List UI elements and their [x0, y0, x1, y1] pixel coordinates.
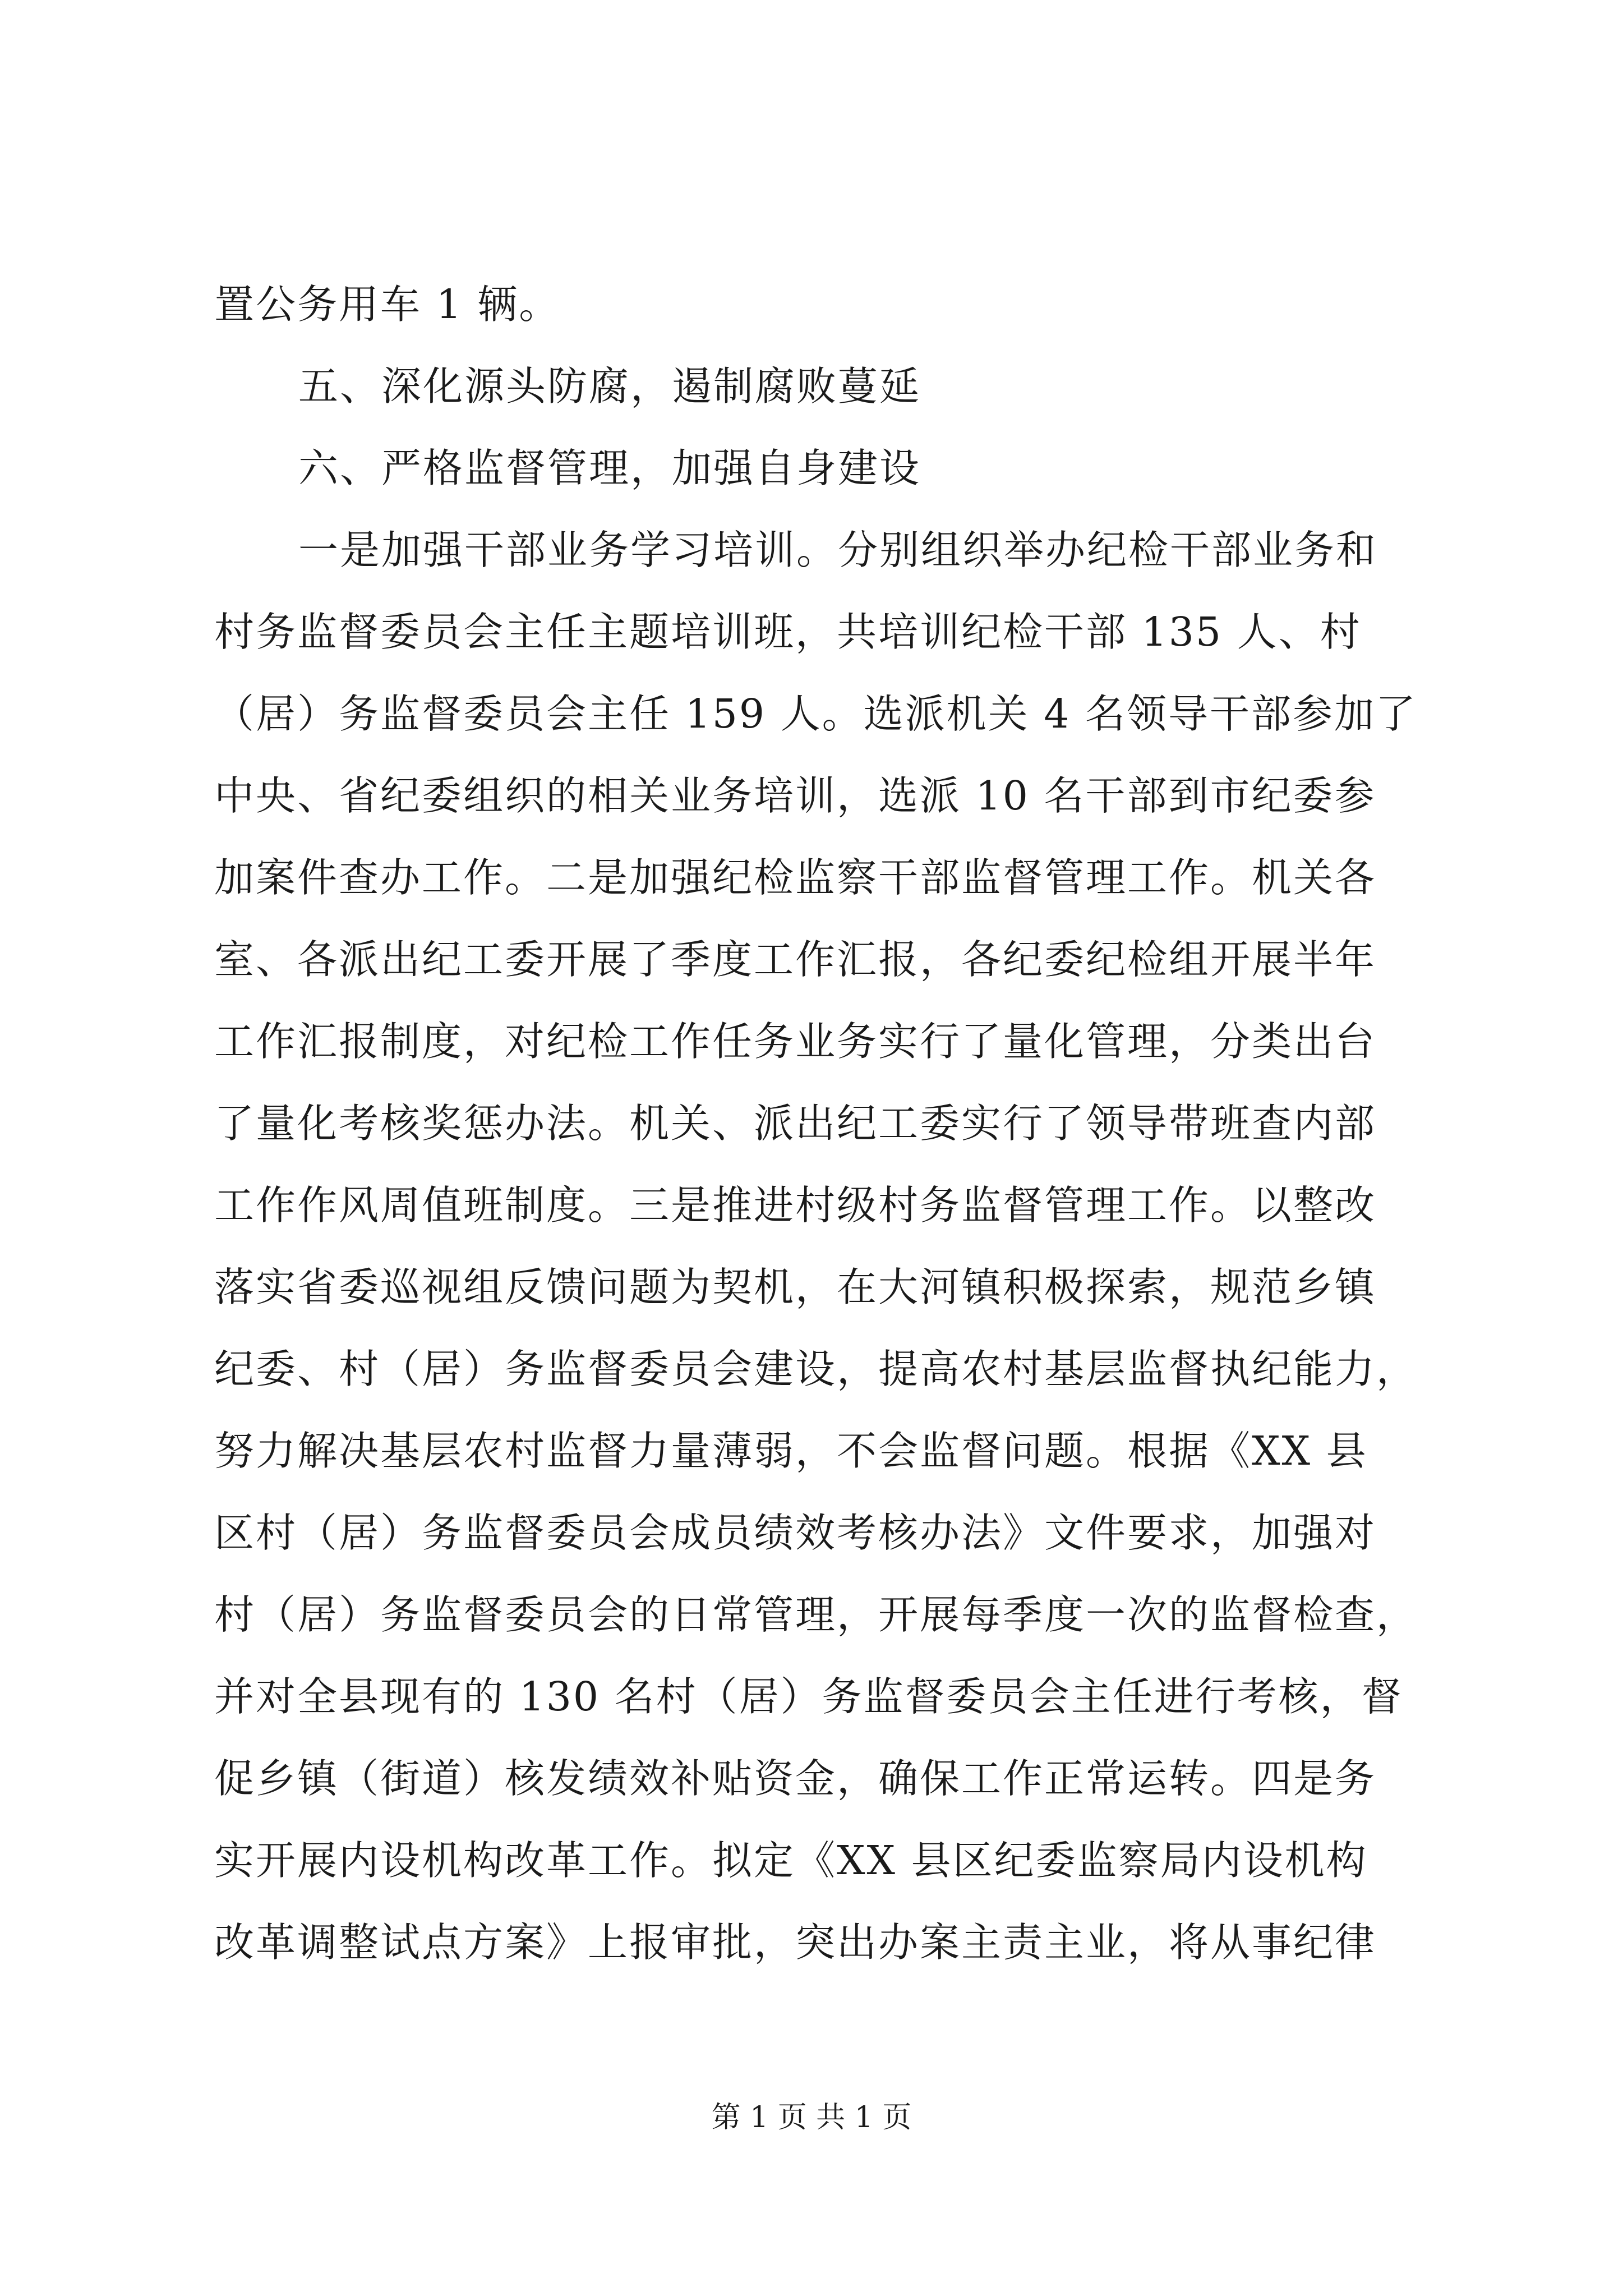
text-line: 并对全县现有的 130 名村（居）务监督委员会主任进行考核，督 [214, 1673, 1403, 1720]
text-line: 工作作风周值班制度。三是推进村级村务监督管理工作。以整改 [214, 1182, 1377, 1228]
section-heading-5: 五、深化源头防腐，遏制腐败蔓延 [298, 363, 921, 409]
section-heading-6: 六、严格监督管理，加强自身建设 [298, 445, 921, 491]
text-line: 纪委、村（居）务监督委员会建设，提高农村基层监督执纪能力， [214, 1346, 1418, 1392]
page-footer [0, 2101, 1623, 2134]
text-line: 促乡镇（街道）核发绩效补贴资金，确保工作正常运转。四是务 [214, 1755, 1377, 1802]
text-line: 村（居）务监督委员会的日常管理，开展每季度一次的监督检查， [214, 1591, 1418, 1638]
text-line: 落实省委巡视组反馈问题为契机，在大河镇积极探索，规范乡镇 [214, 1264, 1377, 1310]
text-line: 置公务用车 1 辆。 [214, 281, 561, 328]
text-line: 区村（居）务监督委员会成员绩效考核办法》文件要求，加强对 [214, 1510, 1377, 1556]
text-line: 努力解决基层农村监督力量薄弱，不会监督问题。根据《XX 县 [214, 1428, 1368, 1474]
text-line: 村务监督委员会主任主题培训班，共培训纪检干部 135 人、村 [214, 609, 1362, 655]
text-line: 工作汇报制度，对纪检工作任务业务实行了量化管理，分类出台 [214, 1018, 1377, 1065]
page-number-label: 第 1 页 共 1 页 [711, 2101, 912, 2134]
text-line: 改革调整试点方案》上报审批，突出办案主责主业，将从事纪律 [214, 1919, 1377, 1966]
text-line: 一是加强干部业务学习培训。分别组织举办纪检干部业务和 [298, 527, 1378, 573]
text-line: （居）务监督委员会主任 159 人。选派机关 4 名领导干部参加了 [214, 691, 1417, 737]
document-body [214, 264, 1418, 1984]
text-line: 了量化考核奖惩办法。机关、派出纪工委实行了领导带班查内部 [214, 1100, 1377, 1147]
text-line: 室、各派出纪工委开展了季度工作汇报，各纪委纪检组开展半年 [214, 936, 1377, 983]
text-line: 中央、省纪委组织的相关业务培训，选派 10 名干部到市纪委参 [214, 772, 1376, 819]
text-line: 实开展内设机构改革工作。拟定《XX 县区纪委监察局内设机构 [214, 1837, 1368, 1884]
text-line: 加案件查办工作。二是加强纪检监察干部监督管理工作。机关各 [214, 854, 1377, 901]
